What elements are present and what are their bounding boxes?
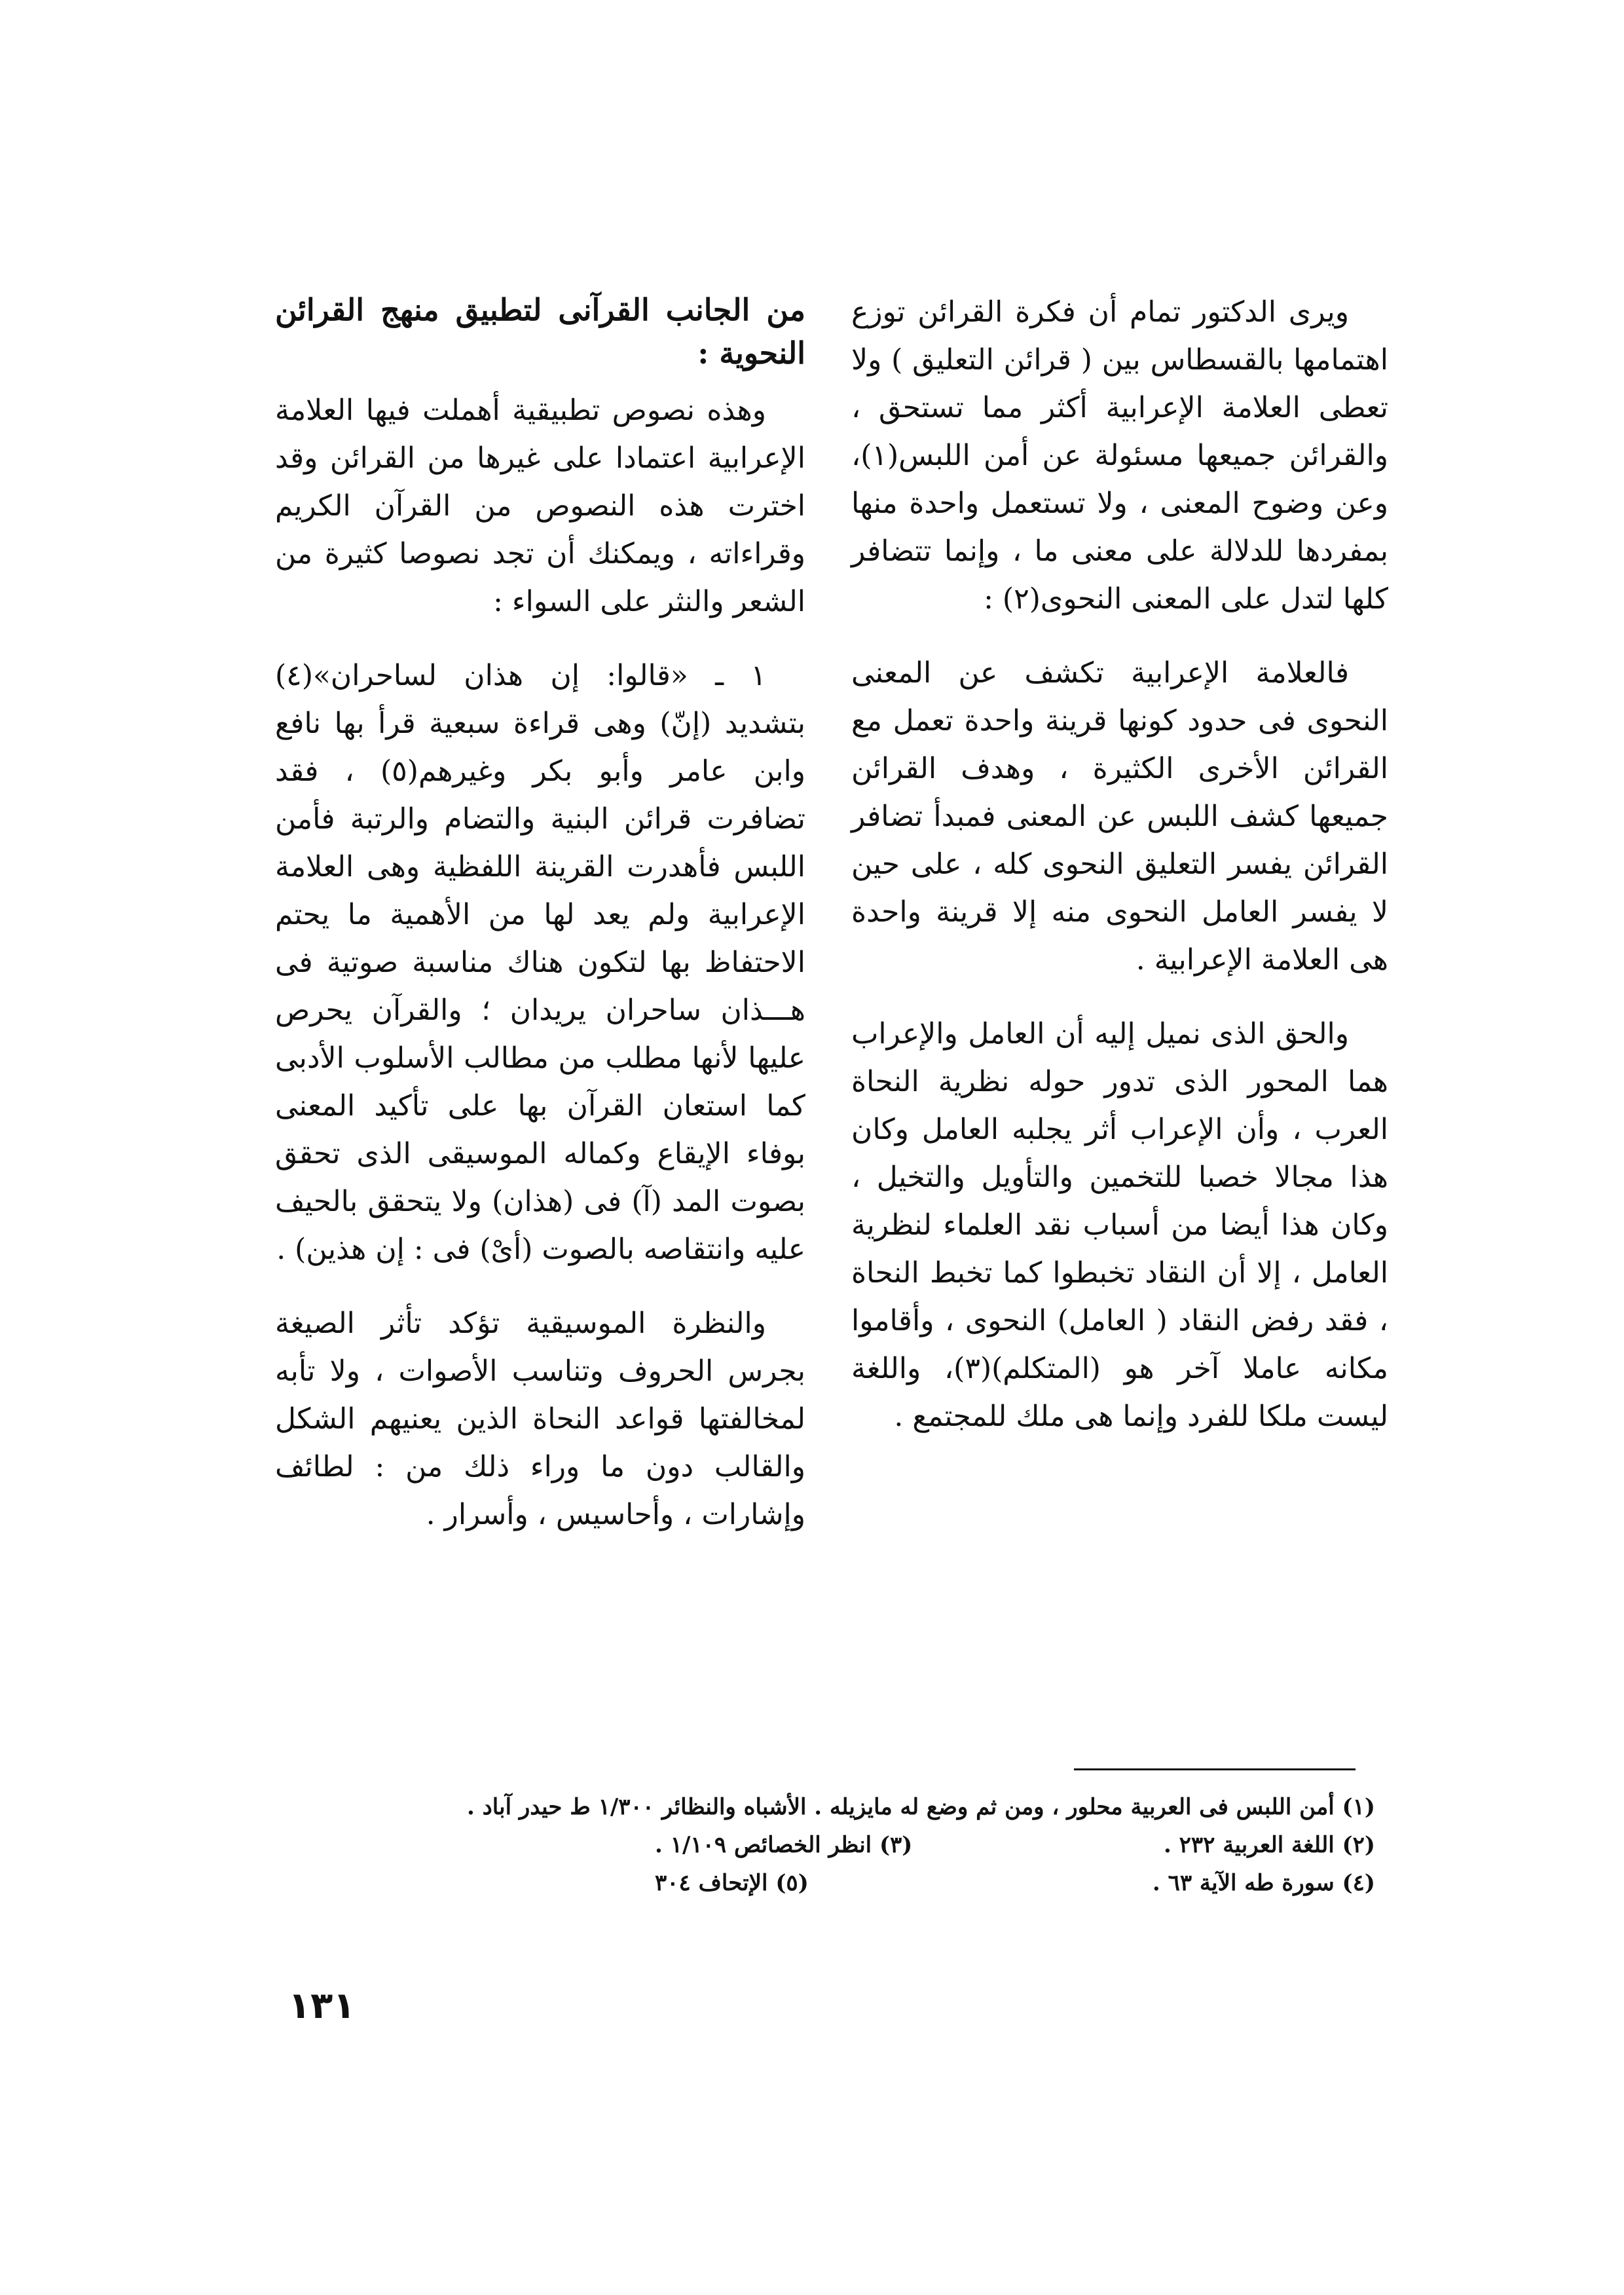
footnote-4: (٤) سورة طه الآية ٦٣ .	[1152, 1870, 1375, 1896]
footnote-row-3	[314, 1864, 1375, 1902]
numbered-item-1: ١ ـ «قالوا: إن هذان لساحران»(٤) بتشديد (إنّ) وهى قراءة سبعية قرأ بها نافع وابن عامر وأبو بكر وغيرهم(٥) ، فقد تضافرت قرائن البنية والتضام والرتبة فأمن اللبس فأهدرت القرينة اللفظية وهى العلامة الإعرابية ولم يعد لها من الأهمية ما يحتم الاحتفاظ بها لتكون هناك مناسبة صوتية فى هـــذان ساحران يريدان ؛ والقرآن يحرص عليها لأنها مطلب من مطالب الأسلوب الأدبى كما استعان القرآن بها على تأكيد المعنى بوفاء الإيقاع وكماله الموسيقى الذى تحقق بصوت المد (آ) فى (هذان) ولا يتحقق بالحيف عليه وانتقاصه بالصوت (أىْ) فى : إن هذين) .	[275, 659, 805, 1266]
paragraph-intro: وهذه نصوص تطبيقية أهملت فيها العلامة الإعرابية اعتمادا على غيرها من القرائن وقد اخترت هذه النصوص من القرآن الكريم وقراءاته ، ويمكنك أن تجد نصوصا كثيرة من الشعر والنثر على السواء :	[275, 394, 805, 618]
left-text-column	[275, 288, 805, 1565]
paragraph-iarab-marker: فالعلامة الإعرابية تكشف عن المعنى النحوى فى حدود كونها قرينة واحدة تعمل مع القرائن الأخرى الكثيرة ، وهدف القرائن جميعها كشف اللبس عن المعنى فمبدأ تضافر القرائن يفسر التعليق النحوى كله ، على حين لا يفسر العامل النحوى منه إلا قرينة واحدة هى العلامة الإعرابية .	[851, 656, 1388, 977]
paragraph-musical-view: والنظرة الموسيقية تؤكد تأثر الصيغة بجرس الحروف وتناسب الأصوات ، ولا تأبه لمخالفتها قواعد النحاة الذين يعنيهم الشكل والقالب دون ما وراء ذلك من : لطائف وإشارات ، وأحاسيس ، وأسرار .	[275, 1307, 806, 1531]
footnote-3: (٣) انظر الخصائص ١/١٠٩ .	[655, 1832, 913, 1858]
section-heading: من الجانب القرآنى لتطبيق منهج القرائن النحوية :	[275, 292, 805, 371]
paragraph-qarain-distribution: ويرى الدكتور تمام أن فكرة القرائن توزع اهتمامها بالقسطاس بين ( قرائن التعليق ) ولا تعطى العلامة الإعرابية أكثر مما تستحق ، والقرائن جميعها مسئولة عن أمن اللبس(١)، وعن وضوح المعنى ، ولا تستعمل واحدة منها بمفردها للدلالة على معنى ما ، وإنما تتضافر كلها لتدل على المعنى النحوى(٢) :	[851, 295, 1388, 616]
footnote-5: (٥) الإتحاف ٣٠٤	[655, 1870, 809, 1896]
page-number: ١٣١	[288, 1985, 356, 2027]
paragraph-amil-theory: والحق الذى نميل إليه أن العامل والإعراب هما المحور الذى تدور حوله نظرية النحاة العرب ، وأن الإعراب أثر يجلبه العامل وكان هذا مجالا خصبا للتخمين والتأويل والتخيل ، وكان هذا أيضا من أسباب نقد العلماء لنظرية العامل ، إلا أن النقاد تخبطوا كما تخبط النحاة ، فقد رفض النقاد ( العامل) النحوى ، وأقاموا مكانه عاملا آخر هو (المتكلم)(٣)، واللغة ليست ملكا للفرد وإنما هى ملك للمجتمع .	[851, 1017, 1388, 1433]
footnote-1: (١) أمن اللبس فى العربية محلور ، ومن ثم وضع له مايزيله . الأشباه والنظائر ١/٣٠٠ ط حيدر آباد .	[466, 1794, 1375, 1820]
footnote-divider	[1074, 1768, 1356, 1770]
footnote-row-1	[314, 1788, 1375, 1826]
right-text-column	[851, 288, 1388, 1466]
footnote-row-2	[314, 1826, 1375, 1864]
footnote-2: (٢) اللغة العربية ٢٣٢ .	[1163, 1832, 1375, 1858]
